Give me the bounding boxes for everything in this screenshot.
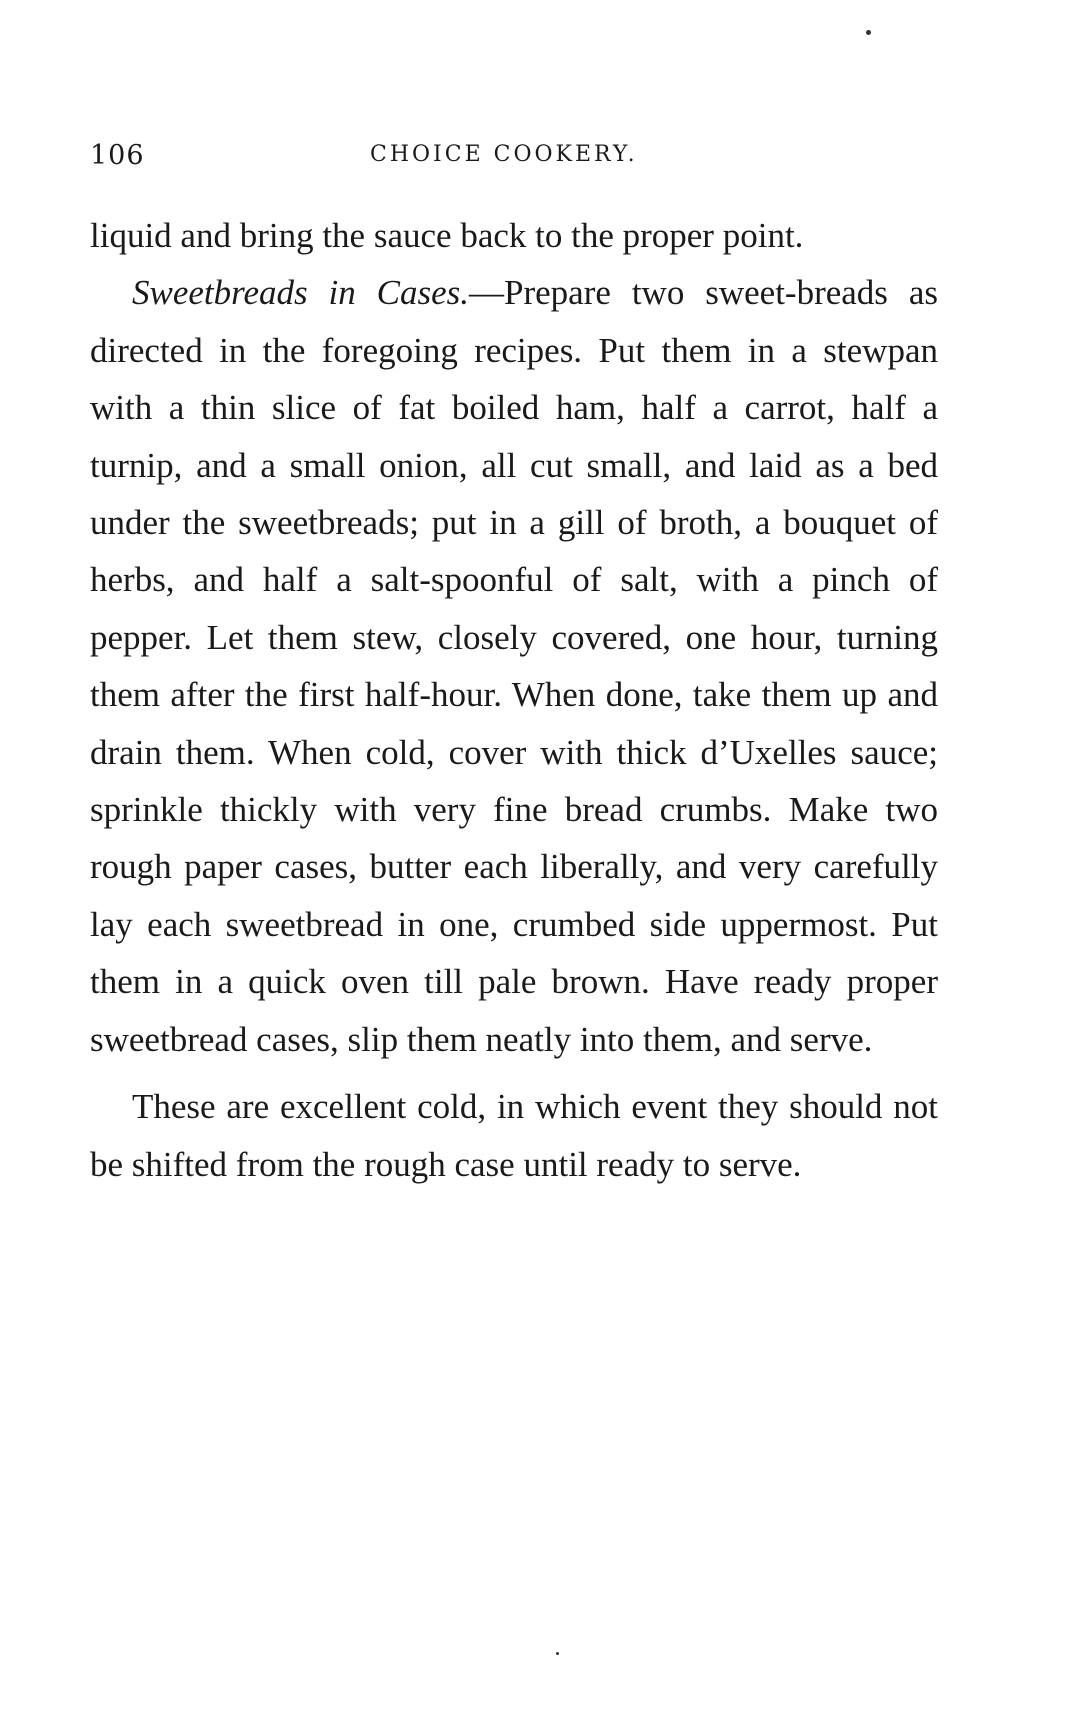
body-text bbox=[90, 207, 938, 1193]
recipe-text: —Prepare two sweet-breads as directed in the foregoing recipes. Put them in a stewpan with a thin slice of fat boiled ham, half a carrot, half a turnip, and a small onion, all cut small, and laid as a bed under the sweetbreads; put in a gill of broth, a bouquet of herbs, and half a salt-spoonful of salt, with a pinch of pepper. Let them stew, closely covered, one hour, turning them after the first half-hour. When done, take them up and drain them. When cold, cover with thick d’Uxelles sauce; sprinkle thickly with very fine bread crumbs. Make two rough paper cases, butter each liberally, and very carefully lay each sweetbread in one, crumbed side uppermost. Put them in a quick oven till pale brown. Have ready proper sweetbread cases, slip them neatly into them, and serve. bbox=[90, 273, 938, 1059]
note-paragraph: These are excellent cold, in which event they should not be shifted from the rough case until ready to serve. bbox=[90, 1087, 938, 1184]
page-number: 106 bbox=[90, 140, 145, 171]
recipe-paragraph bbox=[90, 264, 938, 1068]
recipe-title: Sweetbreads in Cases. bbox=[132, 273, 470, 313]
continuation-paragraph: liquid and bring the sauce back to the proper point. bbox=[90, 216, 804, 255]
page-header bbox=[90, 140, 948, 180]
running-head: CHOICE COOKERY. bbox=[370, 142, 638, 167]
print-speck bbox=[866, 30, 871, 35]
print-speck bbox=[556, 1652, 559, 1655]
